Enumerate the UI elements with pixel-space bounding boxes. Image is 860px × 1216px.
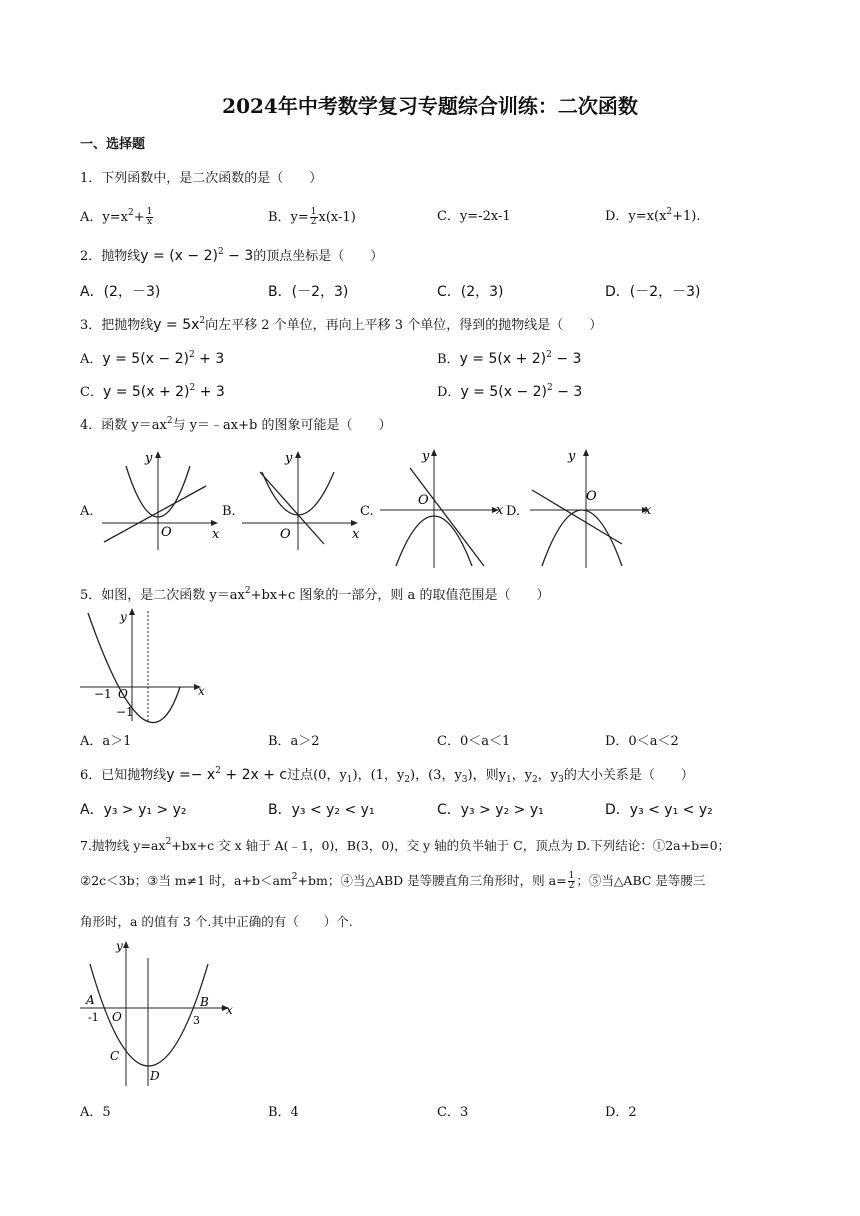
q7-stem-line1: 7.抛物线 $y=ax^2+bx+c$ 交 x 轴于 A(﹣1，0)，B(3，0)，交 y 轴的负半轴于 C，顶点为 D.下列结论：①2a+b=0； xyxy=(80,837,731,853)
neg-one-y-label: −1 xyxy=(116,705,134,719)
origin-label: O xyxy=(112,1010,122,1024)
q6-option-c: C．y₃ > y₂ > y₁ xyxy=(437,802,544,818)
q4-option-a-label: A. xyxy=(80,504,94,519)
q1-stem: 1．下列函数中，是二次函数的是（ ） xyxy=(80,171,323,186)
origin-label: O xyxy=(280,527,291,542)
q4-option-d-label: D. xyxy=(506,504,521,519)
section-heading: 一、选择题 xyxy=(80,137,146,152)
origin-label: O xyxy=(418,493,429,508)
q6-option-d: D．y₃ < y₁ < y₂ xyxy=(605,802,713,818)
x-axis-label: x xyxy=(198,684,205,698)
q4-graph-c xyxy=(378,446,508,571)
q4-option-c-label: C. xyxy=(360,504,374,519)
x-axis-label: x xyxy=(226,1003,233,1017)
q4-option-b-label: B. xyxy=(222,504,236,519)
origin-label: O xyxy=(586,489,597,504)
y-axis-label: y xyxy=(422,449,430,464)
x-axis-label: x xyxy=(496,503,504,518)
y-axis-label: y xyxy=(285,451,293,466)
q5-stem: 5．如图，是二次函数 $y=ax^2+bx+c$ 图象的一部分，则 a 的取值范围是（ ） xyxy=(80,586,550,603)
q7-option-a: A．5 xyxy=(80,1105,111,1120)
q4-graph-b xyxy=(240,450,365,550)
q7-stem-line3: 角形时，a 的值有 3 个.其中正确的有（ ）个. xyxy=(80,914,353,929)
q3-option-b: B．$y = 5(x + 2)^2 - 3$ xyxy=(437,350,582,367)
q2-option-c: C．(2，3) xyxy=(437,284,504,300)
point-a-label: A xyxy=(86,993,95,1007)
q3-option-a: A．$y = 5(x - 2)^2 + 3$ xyxy=(80,350,225,367)
q5-option-a: A．a＞1 xyxy=(80,734,132,749)
x-axis-label: x xyxy=(644,503,652,518)
q4-graph-d xyxy=(528,446,658,571)
q2-option-d: D．(－2，－3) xyxy=(605,284,701,300)
point-b-label: B xyxy=(200,995,209,1009)
q6-option-a: A．y₃ > y₁ > y₂ xyxy=(80,802,187,818)
y-axis-label: y xyxy=(120,610,127,624)
neg-one-x-label: −1 xyxy=(94,687,112,701)
q4-stem: 4．函数 $y=ax^2$与 y＝﹣ax+b 的图象可能是（ ） xyxy=(80,416,392,433)
q3-option-d: D．$y = 5(x - 2)^2 - 3$ xyxy=(437,383,583,400)
origin-label: O xyxy=(161,525,172,540)
q5-option-b: B．a＞2 xyxy=(268,734,320,749)
point-c-label: C xyxy=(110,1049,120,1063)
fraction: $\frac{1}{x}$ xyxy=(146,207,153,227)
q5-option-d: D．0＜a＜2 xyxy=(605,734,679,749)
origin-label: O xyxy=(118,687,128,701)
q2-option-a: A．(2，－3) xyxy=(80,284,161,300)
q5-option-c: C．0＜a＜1 xyxy=(437,734,511,749)
q3-stem: 3．把抛物线$y = 5x^2$向左平移 2 个单位，再向上平移 3 个单位，得到的抛物线是（ ） xyxy=(80,316,603,333)
point-d-label: D xyxy=(150,1069,160,1083)
q7-option-d: D．2 xyxy=(605,1105,637,1120)
q7-graph xyxy=(80,938,240,1090)
y-axis-label: y xyxy=(568,449,576,464)
q2-option-b: B．(－2，3) xyxy=(268,284,349,300)
q1-option-c: C．y=-2x-1 xyxy=(437,209,511,224)
neg-one-label: -1 xyxy=(88,1011,99,1024)
fraction: $\frac{1}{2}$ xyxy=(568,871,575,891)
y-axis-label: y xyxy=(145,451,153,466)
y-axis-label: y xyxy=(116,939,123,953)
q6-option-b: B．y₃ < y₂ < y₁ xyxy=(268,802,375,818)
x-axis-label: x xyxy=(212,527,220,542)
q7-stem-line2: ②2c＜3b；③当 m≠1 时，$a+b<am^2+bm$；④当△ABD 是等腰直角三角形时，则 a= $\frac{1}{2}$ ；⑤当△ABC 是等腰三 xyxy=(80,871,706,891)
q2-stem: 2．抛物线$y = (x - 2)^2 - 3$的顶点坐标是（ ） xyxy=(80,247,384,264)
x-axis-label: x xyxy=(352,527,360,542)
q7-option-c: C．3 xyxy=(437,1105,469,1120)
q4-graph-a xyxy=(100,450,225,550)
page-title: 2024年中考数学复习专题综合训练：二次函数 xyxy=(222,94,638,118)
q6-stem: 6．已知抛物线$y =- x^2 + 2x + c$过点(0，$y_1$)，(1，$y_2$)，(3，$y_3$)，则$y_1$，$y_2$，$y_3$的大小关系是（ ） xyxy=(80,766,694,785)
fraction: $\frac{1}{2}$ xyxy=(310,207,317,227)
three-label: 3 xyxy=(193,1014,200,1027)
q1-option-b: B．y= $\frac{1}{2}$ x(x-1) xyxy=(268,207,356,227)
q3-option-c: C．$y = 5(x + 2)^2 + 3$ xyxy=(80,383,225,400)
q7-option-b: B．4 xyxy=(268,1105,299,1120)
q1-option-d: D．$y=x(x^2+1)$. xyxy=(605,207,701,224)
q5-graph xyxy=(80,605,210,723)
q1-option-a: A．$y=x^2+$ $\frac{1}{x}$ xyxy=(80,207,153,227)
